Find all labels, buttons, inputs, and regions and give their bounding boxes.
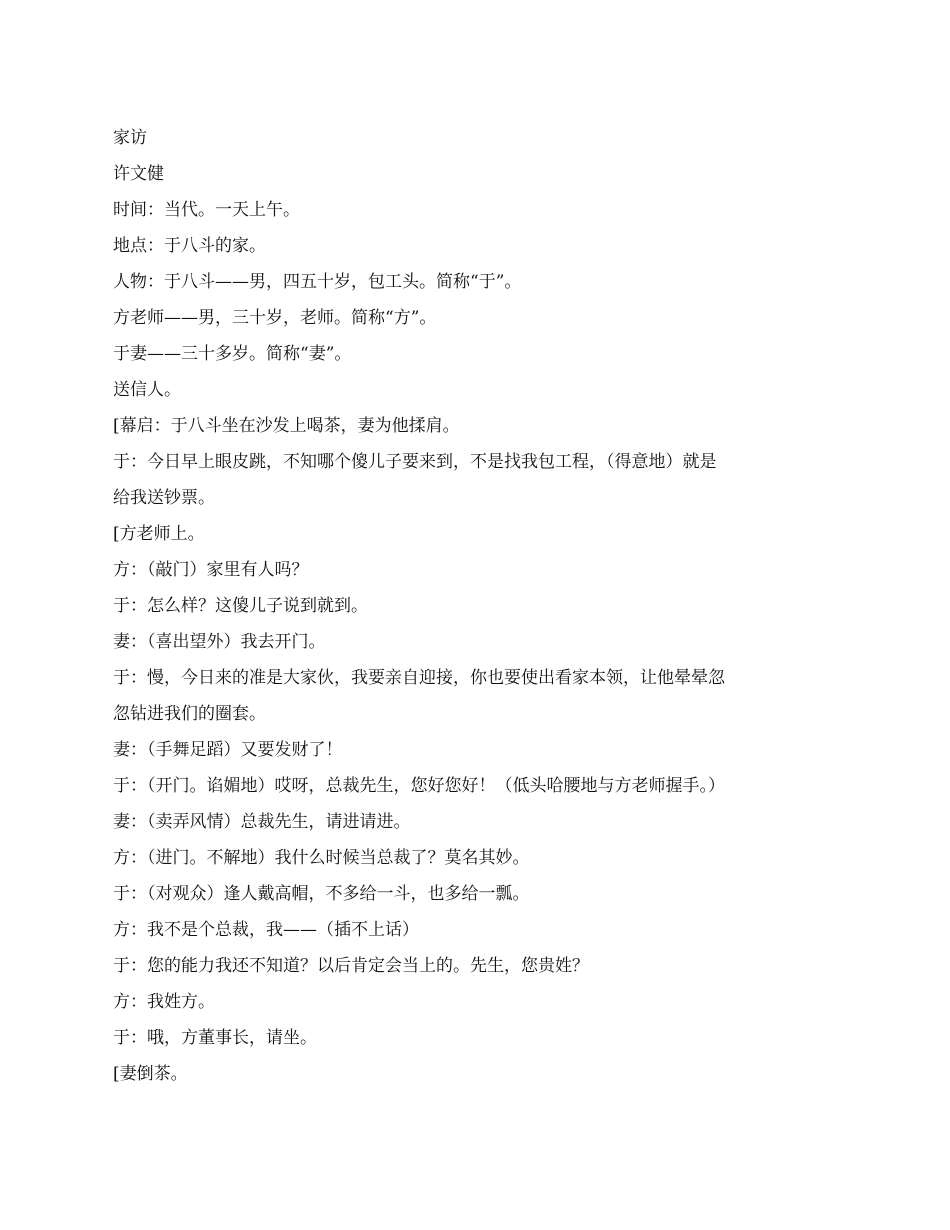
script-line: 人物：于八斗——男，四五十岁，包工头。简称“于”。 [113,272,522,292]
script-line: 妻：（卖弄风情）总裁先生，请进请进。 [113,812,411,832]
document-title: 家访 [113,128,147,148]
script-line: 于：哦，方董事长，请坐。 [113,1028,317,1048]
script-line: 于妻——三十多岁。简称“妻”。 [113,344,352,364]
script-line: [妻倒茶。 [113,1064,188,1084]
script-line: [方老师上。 [113,524,205,544]
script-line: 送信人。 [113,380,181,400]
script-line: 方：（敲门）家里有人吗？ [113,560,309,580]
script-line: 时间：当代。一天上午。 [113,200,300,220]
script-line: 于：您的能力我还不知道？以后肯定会当上的。先生，您贵姓？ [113,956,589,976]
script-line: [幕启：于八斗坐在沙发上喝茶，妻为他揉肩。 [113,416,460,436]
script-line: 于：今日早上眼皮跳，不知哪个傻儿子要来到，不是找我包工程，（得意地）就是给我送钞票。 [113,452,717,508]
script-line: 于：怎么样？这傻儿子说到就到。 [113,596,368,616]
script-line: 妻：（喜出望外）我去开门。 [113,632,326,652]
document-body [113,120,733,1092]
script-line: 于：（开门。谄媚地）哎呀，总裁先生，您好您好！（低头哈腰地与方老师握手。） [113,776,725,796]
script-line: 地点：于八斗的家。 [113,236,266,256]
script-line: 于：慢，今日来的准是大家伙，我要亲自迎接，你也要使出看家本领，让他晕晕忽忽钻进我们的圈套。 [113,668,725,724]
script-line: 方：我不是个总裁，我——（插不上话） [113,920,419,940]
script-line: 方：我姓方。 [113,992,215,1012]
script-line: 妻：（手舞足蹈）又要发财了！ [113,740,343,760]
script-line: 方老师——男，三十岁，老师。简称“方”。 [113,308,437,328]
document-author: 许文健 [113,164,164,184]
script-line: 方：（进门。不解地）我什么时候当总裁了？莫名其妙。 [113,848,530,868]
script-line: 于：（对观众）逢人戴高帽，不多给一斗，也多给一瓢。 [113,884,530,904]
